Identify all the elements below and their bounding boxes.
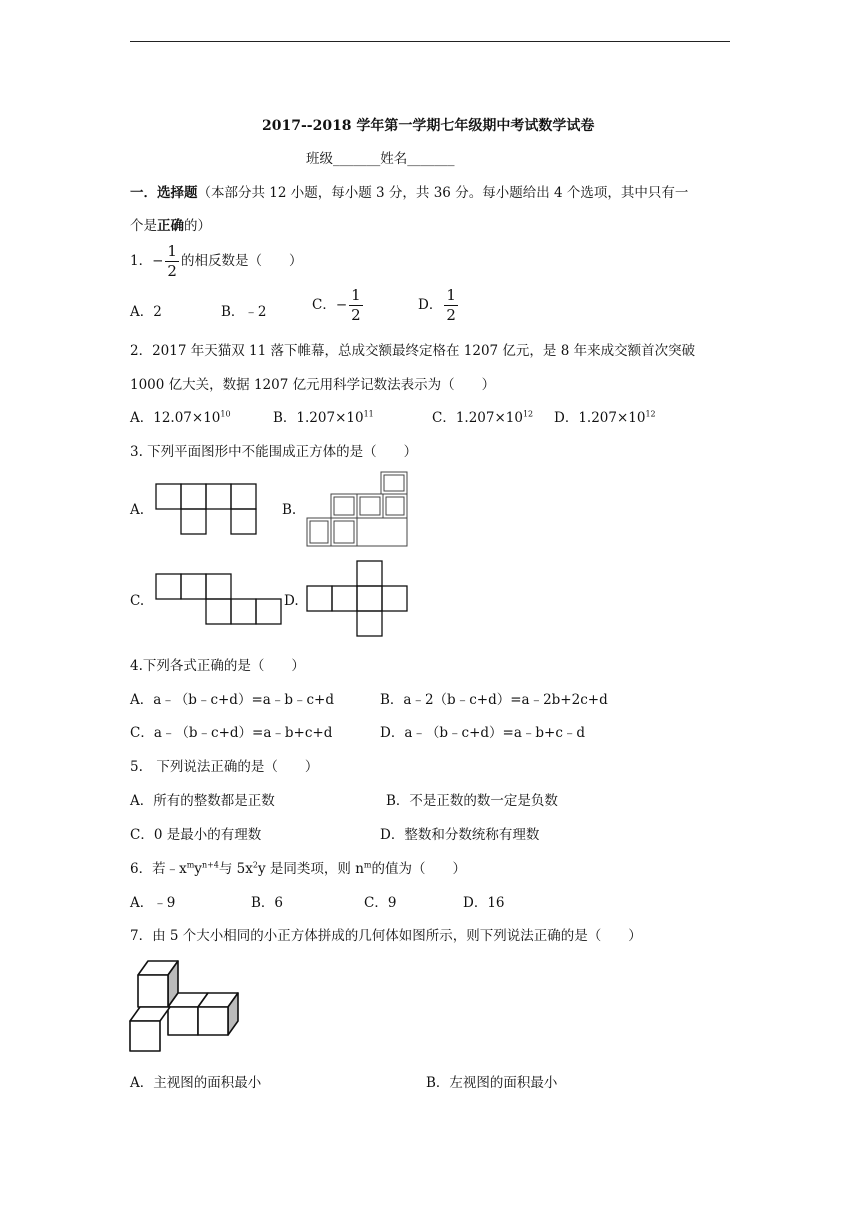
q6-option-b: B．6 <box>251 895 284 911</box>
q5-option-b: B．不是正数的数一定是负数 <box>386 793 558 809</box>
header-rule <box>130 41 730 42</box>
q6-option-c: C．9 <box>364 895 397 911</box>
q5-option-a: A．所有的整数都是正数 <box>130 793 275 809</box>
q7-option-b: B．左视图的面积最小 <box>426 1075 558 1091</box>
q1-option-d: D． $\frac{1}{2}$ <box>418 286 456 324</box>
q2-option-a: A．$12.07\times 10^{10}$ <box>130 409 231 426</box>
q3-label-b: B. <box>282 502 297 518</box>
q4-stem: 4.下列各式正确的是（ ） <box>130 658 305 674</box>
q1-stem: 1．− $\frac{1}{2}$ 的相反数是（ ） <box>130 242 303 280</box>
q6-option-d: D．16 <box>463 895 505 911</box>
q3-net-d <box>305 560 411 640</box>
q5-option-d: D．整数和分数统称有理数 <box>380 827 540 843</box>
q4-option-b: B．a﹣2（b﹣c+d）=a﹣2b+2c+d <box>380 692 608 708</box>
page-title: 2017--2018 学年第一学期七年级期中考试数学试卷 <box>262 118 595 134</box>
q1-fraction: $\frac{1}{2}$ <box>167 242 177 280</box>
q3-net-b <box>305 470 411 550</box>
q3-stem: 3. 下列平面图形中不能围成正方体的是（ ） <box>130 444 418 460</box>
q6-stem: 6．若$﹣x^my^{n+4}$与 $5x^2y$ 是同类项，则 $n^m$的值为（ ） <box>130 860 466 877</box>
q3-label-d: D. <box>284 593 299 609</box>
q2-stem-line1: 2．2017 年天猫双 11 落下帷幕，总成交额最终定格在 1207 亿元，是 8 年来成交额首次突破 <box>130 343 696 359</box>
q3-net-c <box>155 573 283 627</box>
q2-option-c: C．$1.207\times 10^{12}$ <box>432 409 534 426</box>
class-name-line: 班级_______姓名_______ <box>306 151 455 167</box>
q1-option-b: B．﹣2 <box>221 304 267 320</box>
q7-stem: 7．由 5 个大小相同的小正方体拼成的几何体如图所示，则下列说法正确的是（ ） <box>130 928 642 944</box>
q3-label-c: C. <box>130 593 145 609</box>
q4-option-d: D．a﹣（b﹣c+d）=a﹣b+c﹣d <box>380 725 586 741</box>
q1-option-a: A．2 <box>130 304 162 320</box>
q2-option-d: D．$1.207\times 10^{12}$ <box>554 409 656 426</box>
q4-option-c: C．a﹣（b﹣c+d）=a﹣b+c+d <box>130 725 333 741</box>
q2-stem-line2: 1000 亿大关，数据 1207 亿元用科学记数法表示为（ ） <box>130 377 496 393</box>
section-desc-line2: 个是正确的） <box>130 218 211 234</box>
q5-option-c: C．0 是最小的有理数 <box>130 827 262 843</box>
section-heading: 一．选择题（本部分共 12 小题，每小题 3 分，共 36 分。每小题给出 4 个选项，其中只有一 <box>130 185 689 201</box>
q3-net-a <box>155 483 259 537</box>
q7-cube-figure <box>128 955 240 1055</box>
q6-option-a: A．﹣9 <box>130 895 176 911</box>
q2-option-b: B．$1.207\times 10^{11}$ <box>273 409 374 426</box>
q4-option-a: A．a﹣（b﹣c+d）=a﹣b﹣c+d <box>130 692 334 708</box>
q7-option-a: A．主视图的面积最小 <box>130 1075 262 1091</box>
q3-label-a: A. <box>130 502 145 518</box>
q1-option-c: C．− $\frac{1}{2}$ <box>312 286 361 324</box>
q5-stem: 5. 下列说法正确的是（ ） <box>130 759 319 775</box>
